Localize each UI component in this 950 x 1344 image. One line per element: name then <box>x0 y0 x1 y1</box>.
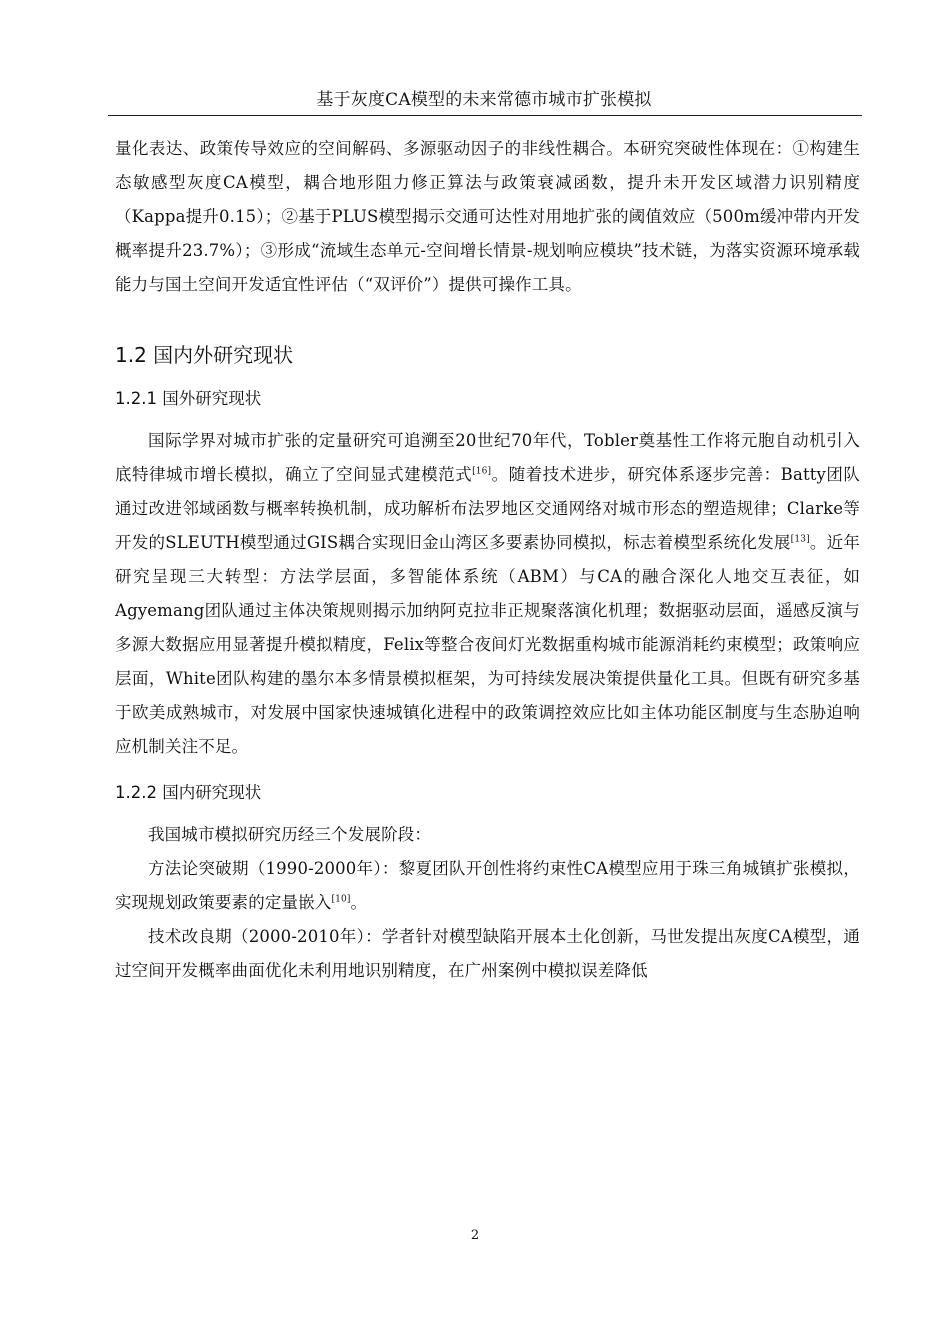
text-segment: 方法论突破期（1990-2000年）：黎夏团队开创性将约束性CA模型应用于珠三角城镇扩张模拟，实现规划政策要素的定量嵌入 <box>115 859 860 912</box>
subsection-heading-1-2-2: 1.2.2 国内研究现状 <box>115 783 262 802</box>
domestic-intro-paragraph: 我国城市模拟研究历经三个发展阶段： <box>148 825 432 844</box>
text-segment: 国际学界对城市扩张的定量研究可追溯至20世纪70年代，Tobler奠基性工作将元胞自动机引入底特律城市增长模拟，确立了空间显式建模范式 <box>115 431 860 484</box>
subsection-heading-1-2-1: 1.2.1 国外研究现状 <box>115 389 262 408</box>
methodology-stage-paragraph <box>115 852 860 920</box>
section-heading-1-2: 1.2 国内外研究现状 <box>115 343 294 367</box>
header-divider <box>108 115 862 116</box>
foreign-research-paragraph <box>115 424 860 764</box>
page-body <box>115 132 860 988</box>
intro-paragraph: 量化表达、政策传导效应的空间解码、多源驱动因子的非线性耦合。本研究突破性体现在：①构建生态敏感型灰度CA模型，耦合地形阻力修正算法与政策衰减函数，提升未开发区域潜力识别精度（Kappa提升0.15）；②基于PLUS模型揭示交通可达性对用地扩张的阈值效应（500m缓冲带内开发概率提升23.7%）；③形成“流域生态单元-空间增长情景-规划响应模块”技术链，为落实资源环境承载能力与国土空间开发适宜性评估（“双评价”）提供可操作工具。 <box>115 139 860 294</box>
running-header: 基于灰度CA模型的未来常德市城市扩张模拟 <box>316 90 652 110</box>
text-segment: 。 <box>350 893 368 912</box>
citation-ref: [10] <box>331 894 351 905</box>
technical-stage-paragraph: 技术改良期（2000-2010年）：学者针对模型缺陷开展本土化创新，马世发提出灰度CA模型，通过空间开发概率曲面优化未利用地识别精度，在广州案例中模拟误差降低 <box>115 927 860 980</box>
citation-ref: [13] <box>790 534 810 545</box>
text-segment: 。随着技术进步，研究体系逐步完善：Batty团队通过改进邻域函数与概率转换机制，成功解析布法罗地区交通网络对城市形态的塑造规律；Clarke等开发的SLEUTH模型通过GIS耦合实现旧金山湾区多要素协同模拟，标志着模型系统化发展 <box>115 465 860 552</box>
citation-ref: [16] <box>472 466 492 477</box>
page-number: 2 <box>470 1228 480 1243</box>
text-segment: 。近年研究呈现三大转型：方法学层面，多智能体系统（ABM）与CA的融合深化人地交互表征，如Agyemang团队通过主体决策规则揭示加纳阿克拉非正规聚落演化机理；数据驱动层面，遥感反演与多源大数据应用显著提升模拟精度，Felix等整合夜间灯光数据重构城市能源消耗约束模型；政策响应层面，White团队构建的墨尔本多情景模拟框架，为可持续发展决策提供量化工具。但既有研究多基于欧美成熟城市，对发展中国家快速城镇化进程中的政策调控效应比如主体功能区制度与生态胁迫响应机制关注不足。 <box>115 533 861 756</box>
